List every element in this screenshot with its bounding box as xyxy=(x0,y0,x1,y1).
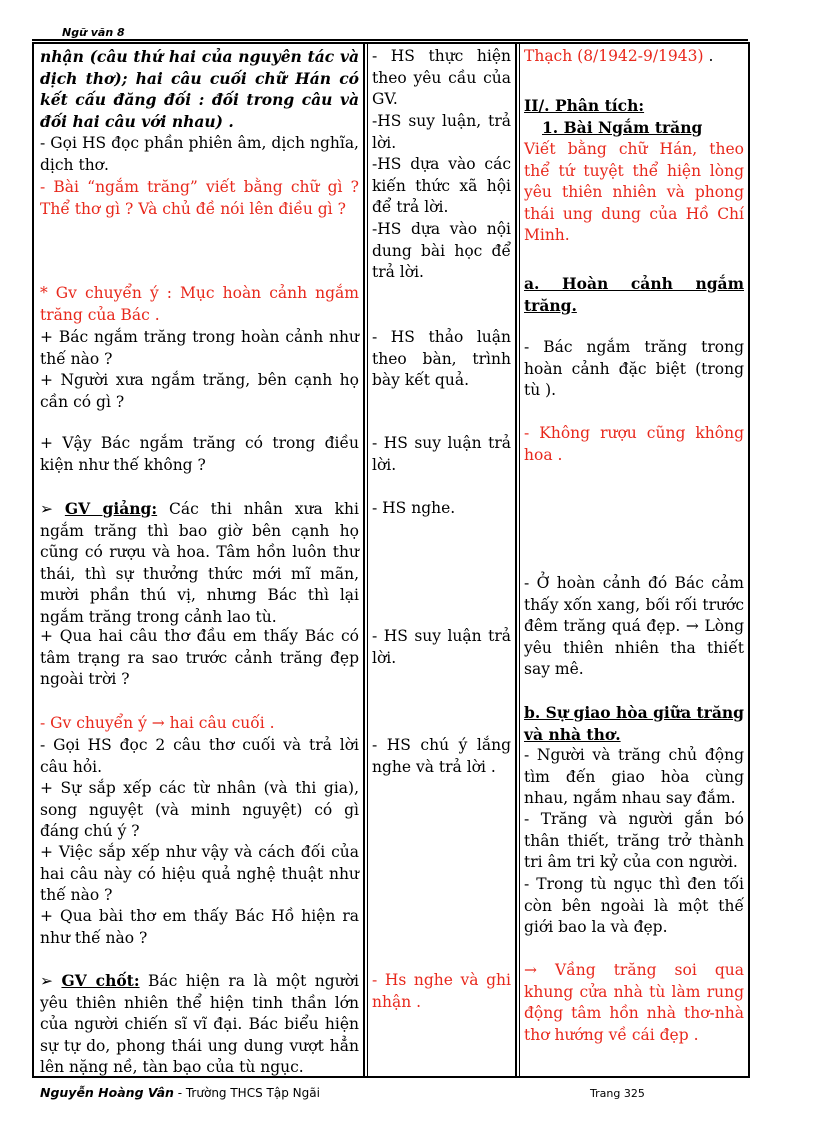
header-rule xyxy=(32,39,748,41)
content-text: - Không rượu cũng không hoa . xyxy=(524,424,744,464)
explanation-label: GV giảng: xyxy=(64,499,158,518)
teacher-conclusion xyxy=(40,970,359,1076)
student-response: -HS dựa vào nội dung bài học để trả lời. xyxy=(372,220,511,281)
instruction-read: - Gọi HS đọc phần phiên âm, dịch nghĩa, dịch thơ. xyxy=(40,134,359,174)
lesson-table xyxy=(32,42,750,1078)
question-text: + Bác ngắm trăng trong hoàn cảnh như thế nào ? xyxy=(40,328,359,368)
page-number: Trang 325 xyxy=(590,1087,645,1100)
content-text: Viết bằng chữ Hán, theo thể tứ tuyệt thể hiện lòng yêu thiên nhiên và phong thái ung dung của Hồ Chí Minh. xyxy=(524,140,744,244)
subsection-heading: 1. Bài Ngắm trăng xyxy=(542,118,703,137)
student-activity-column xyxy=(367,44,515,1076)
teacher-explanation xyxy=(40,498,359,628)
column-divider xyxy=(515,44,517,1076)
content-text: - Người và trăng chủ động tìm đến giao hòa cùng nhau, ngắm nhau say đắm. xyxy=(524,746,744,807)
content-text: - Trăng và người gắn bó thân thiết, trăng trở thành tri âm tri kỷ của con người. xyxy=(524,810,744,871)
column-divider xyxy=(363,44,365,1076)
transition-note: - Gv chuyển ý → hai câu cuối . xyxy=(40,714,275,732)
question-text: + Vậy Bác ngắm trăng có trong điều kiện như thế không ? xyxy=(40,434,359,474)
content-text: - Trong tù ngục thì đen tối còn bên ngoài là một thế giới bao la và đẹp. xyxy=(524,875,744,936)
page-footer xyxy=(40,1085,320,1100)
student-response: - HS suy luận trả lời. xyxy=(372,434,511,474)
explanation-text: Các thi nhân xưa khi ngắm trăng thì bao giờ bên cạnh họ cũng có rượu và hoa. Tâm hồn luôn thư thái, thì sự thưởng thức mới mĩ mãn, mười phần thú vị, nhưng Bác thì lại ngắm trăng trong cảnh lao tù. xyxy=(40,500,359,626)
question-text: + Qua hai câu thơ đầu em thấy Bác có tâm trạng ra sao trước cảnh trăng đẹp ngoài trời ? xyxy=(40,627,359,688)
author-name: Nguyễn Hoàng Vân xyxy=(40,1085,174,1100)
student-response: - HS nghe. xyxy=(372,499,456,517)
student-response: - HS chú ý lắng nghe và trả lời . xyxy=(372,736,511,776)
question-text: + Qua bài thơ em thấy Bác Hồ hiện ra như thế nào ? xyxy=(40,907,359,947)
date-suffix: . xyxy=(703,47,714,65)
student-response: - HS thảo luận theo bàn, trình bày kết quả. xyxy=(372,328,511,389)
subsection-heading: b. Sự giao hòa giữa trăng và nhà thơ. xyxy=(524,703,744,744)
arrow-bullet-icon: ➢ xyxy=(40,972,53,990)
question-text: - Bài “ngắm trăng” viết bằng chữ gì ? Thể thơ gì ? Và chủ đề nói lên điều gì ? xyxy=(40,178,359,218)
school-name: - Trường THCS Tập Ngãi xyxy=(173,1086,320,1100)
date-range: Thạch (8/1942-9/1943) xyxy=(524,47,704,65)
student-response: - Hs nghe và ghi nhận . xyxy=(372,971,511,1011)
source-note: nhận (câu thứ hai của nguyên tác và dịch thơ); hai câu cuối chữ Hán có kết cấu đăng đối : đối trong câu và đối hai câu với nhau) . xyxy=(40,47,359,131)
student-response: - HS thực hiện theo yêu cầu của GV. xyxy=(372,47,511,108)
student-response: -HS dựa vào các kiến thức xã hội để trả lời. xyxy=(372,155,511,216)
page-header-subject: Ngữ văn 8 xyxy=(62,26,125,39)
content-text: → Vầng trăng soi qua khung cửa nhà tù làm rung động tâm hồn nhà thơ-nhà thơ hướng về cái đẹp . xyxy=(524,961,744,1044)
conclusion-text: Bác hiện ra là một người yêu thiên nhiên thể hiện tinh thần lớn của người chiến sĩ vĩ đại. Bác biểu hiện sự tự do, phong thái ung dung vượt hẳn lên nặng nề, tàn bạo của tù ngục. xyxy=(40,972,359,1076)
instruction-read: - Gọi HS đọc 2 câu thơ cuối và trả lời câu hỏi. xyxy=(40,736,359,776)
student-response: - HS suy luận trả lời. xyxy=(372,627,511,667)
transition-note: * Gv chuyển ý : Mục hoàn cảnh ngắm trăng của Bác . xyxy=(40,284,359,324)
arrow-bullet-icon: ➢ xyxy=(40,500,53,518)
question-text: + Việc sắp xếp như vậy và cách đối của hai câu này có hiệu quả nghệ thuật như thế nào ? xyxy=(40,843,359,904)
content-date xyxy=(524,46,744,68)
student-response: -HS suy luận, trả lời. xyxy=(372,112,511,152)
content-text: - Ở hoàn cảnh đó Bác cảm thấy xốn xang, bối rối trước đêm trăng quá đẹp. → Lòng yêu thiên nhiên tha thiết say mê. xyxy=(524,574,744,678)
subsection-heading: a. Hoàn cảnh ngắm trăng. xyxy=(524,274,744,315)
content-text: - Bác ngắm trăng trong hoàn cảnh đặc biệt (trong tù ). xyxy=(524,338,744,399)
question-text: + Sự sắp xếp các từ nhân (và thi gia), song nguyệt (và minh nguyệt) có gì đáng chú ý ? xyxy=(40,779,359,840)
teacher-activity-column xyxy=(34,44,363,1076)
section-heading: II/. Phân tích: xyxy=(524,96,645,115)
question-text: + Người xưa ngắm trăng, bên cạnh họ cần có gì ? xyxy=(40,371,359,411)
conclusion-label: GV chốt: xyxy=(61,971,140,990)
lesson-content-column xyxy=(519,44,748,1076)
